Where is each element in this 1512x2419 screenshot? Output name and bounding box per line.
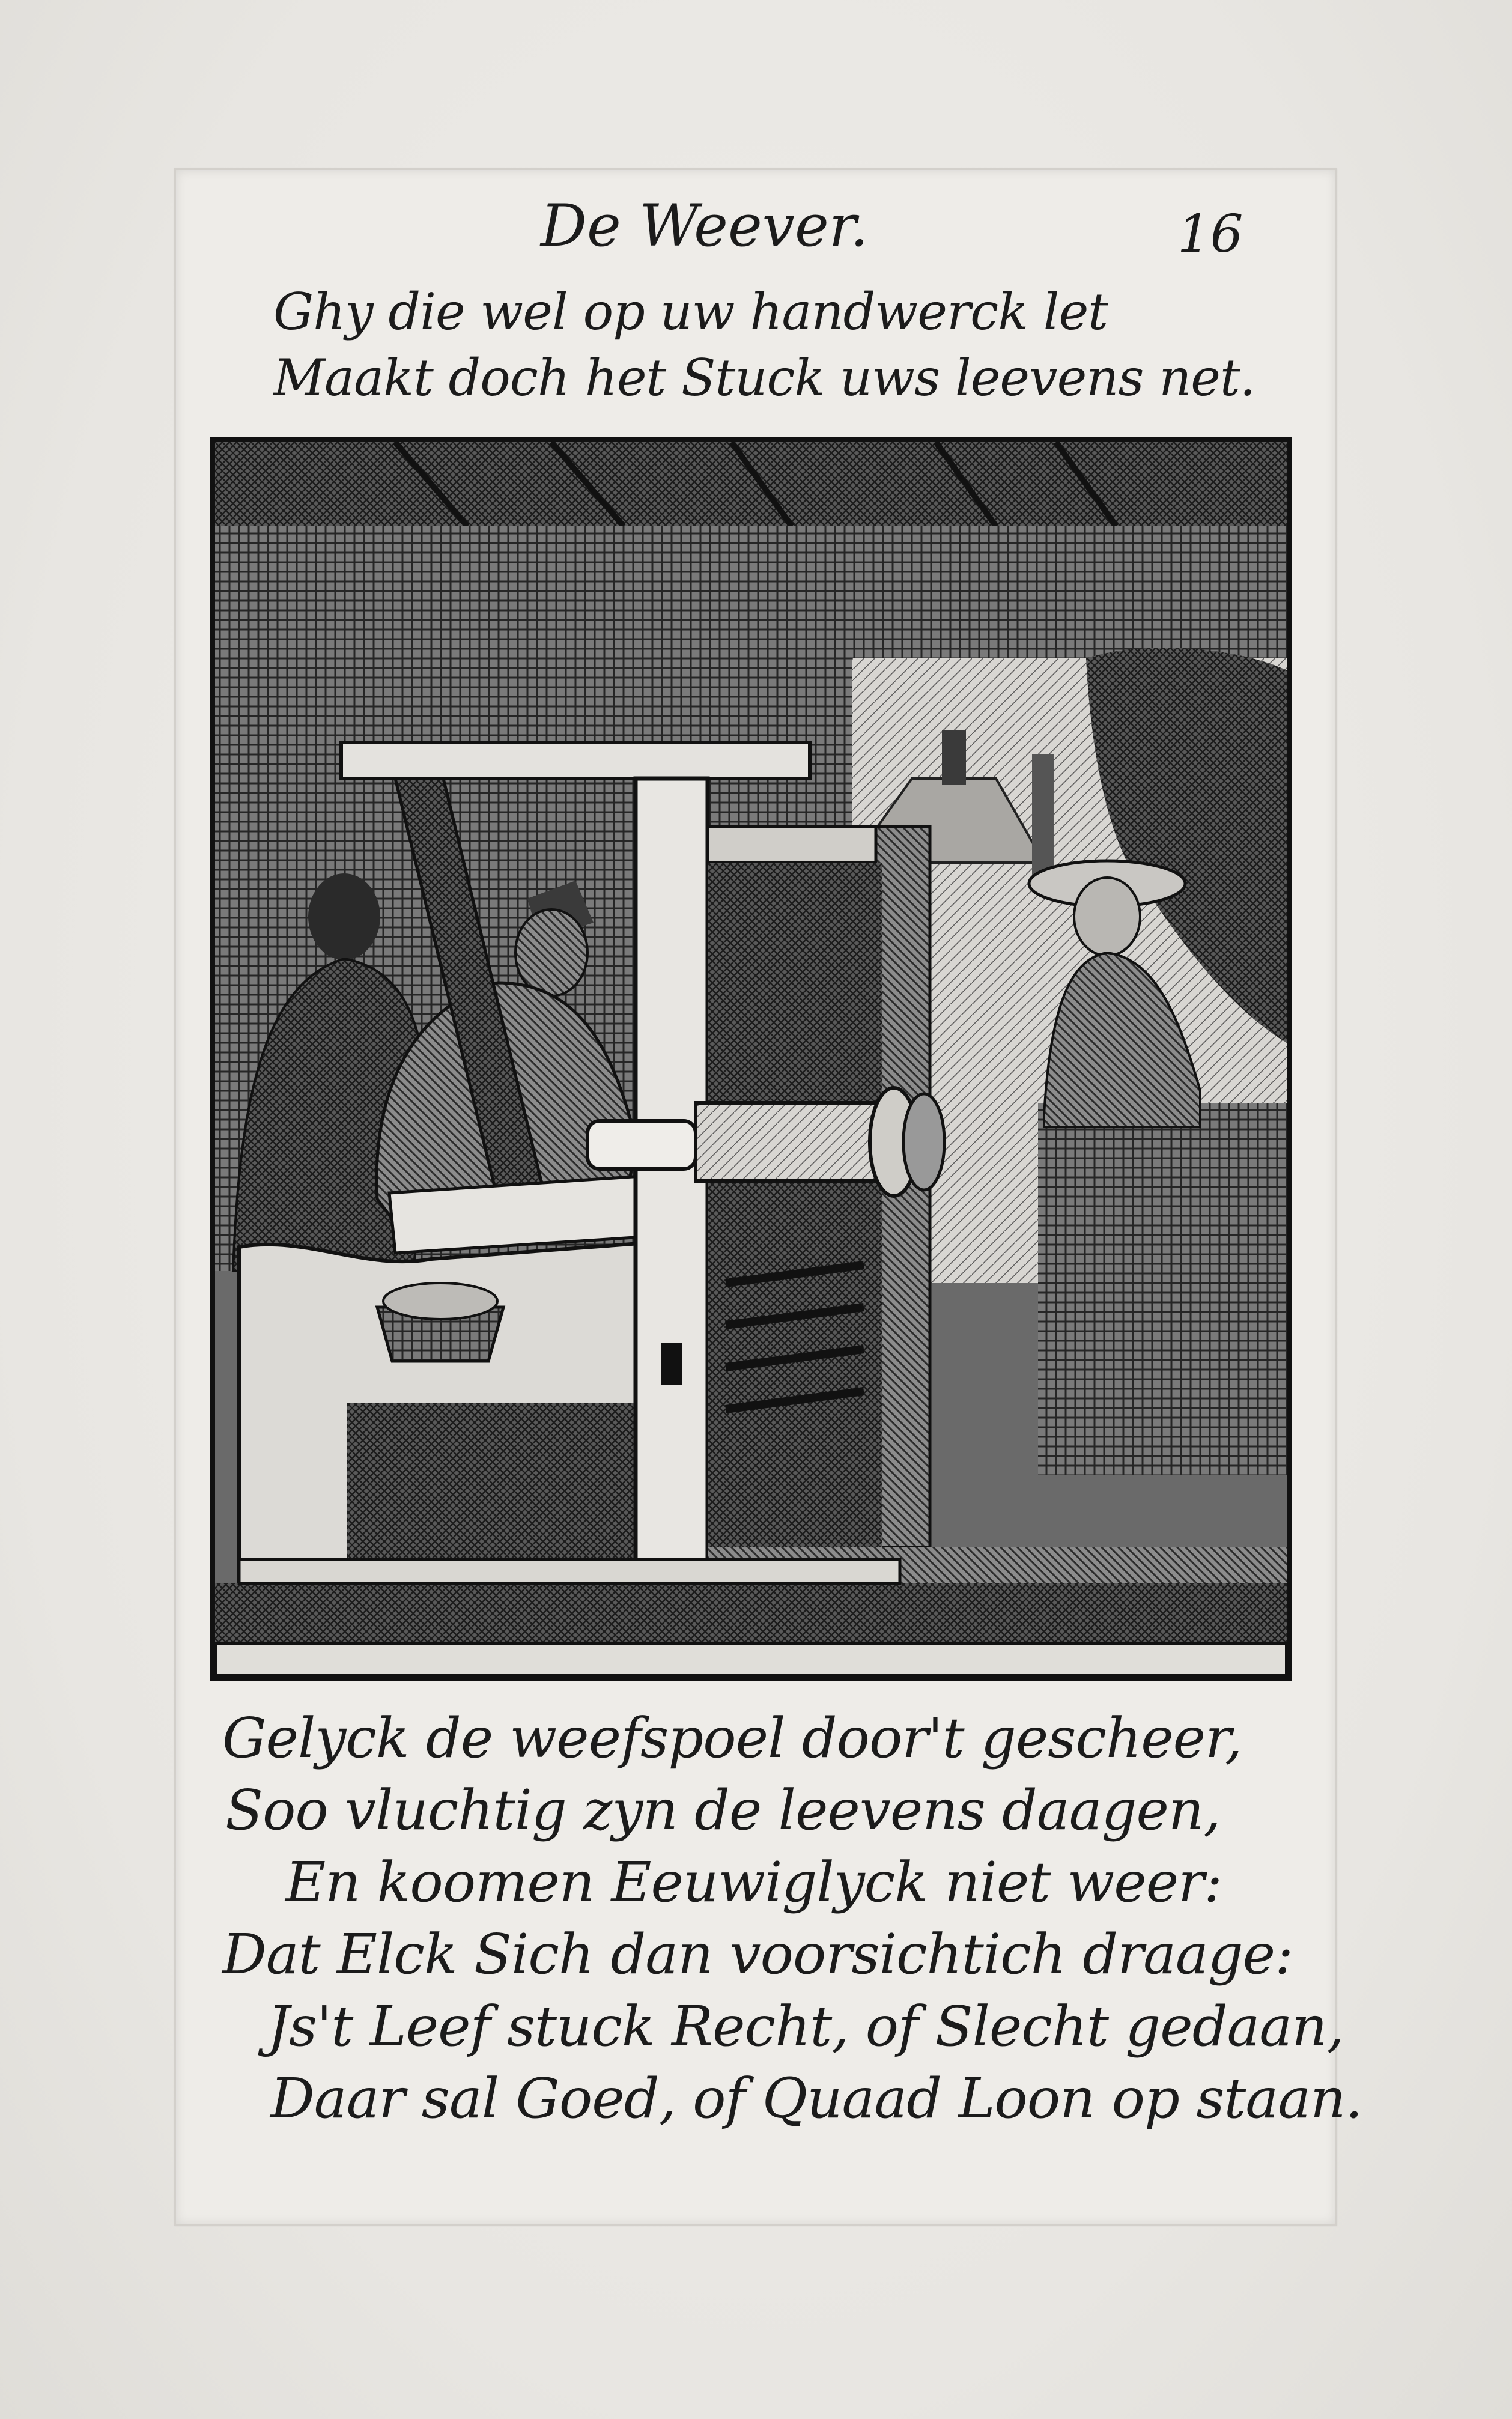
verse-line-5: Js't Leef stuck Recht, of Slecht gedaan, bbox=[267, 1994, 1344, 2059]
warp-roller bbox=[696, 1103, 894, 1181]
verse-line-4: Dat Elck Sich dan voorsichtich draage: bbox=[222, 1922, 1293, 1986]
loom-top-beam bbox=[341, 742, 810, 779]
fence bbox=[1038, 1103, 1287, 1475]
verse-line-1: Gelyck de weefspoel door't gescheer, bbox=[222, 1706, 1242, 1770]
ceiling bbox=[215, 442, 1287, 526]
engraving-scene bbox=[215, 442, 1287, 1676]
plate-number: 16 bbox=[1177, 204, 1243, 264]
loom-post bbox=[636, 779, 708, 1668]
verse-line-3: En koomen Eeuwiglyck niet weer: bbox=[285, 1850, 1222, 1914]
figure-left-head bbox=[308, 873, 380, 960]
verse-line-6: Daar sal Goed, of Quaad Loon op staan. bbox=[270, 2066, 1362, 2131]
verse-line-2: Soo vluchtig zyn de leevens daagen, bbox=[225, 1778, 1221, 1842]
print-title: De Weever. bbox=[541, 192, 869, 260]
motto-line-2: Maakt doch het Stuck uws leevens net. bbox=[273, 348, 1255, 407]
roller-end bbox=[587, 1121, 696, 1169]
motto-line-1: Ghy die wel op uw handwerck let bbox=[273, 282, 1108, 341]
weaver-engraving bbox=[210, 437, 1292, 1681]
weaver-head bbox=[515, 909, 587, 996]
